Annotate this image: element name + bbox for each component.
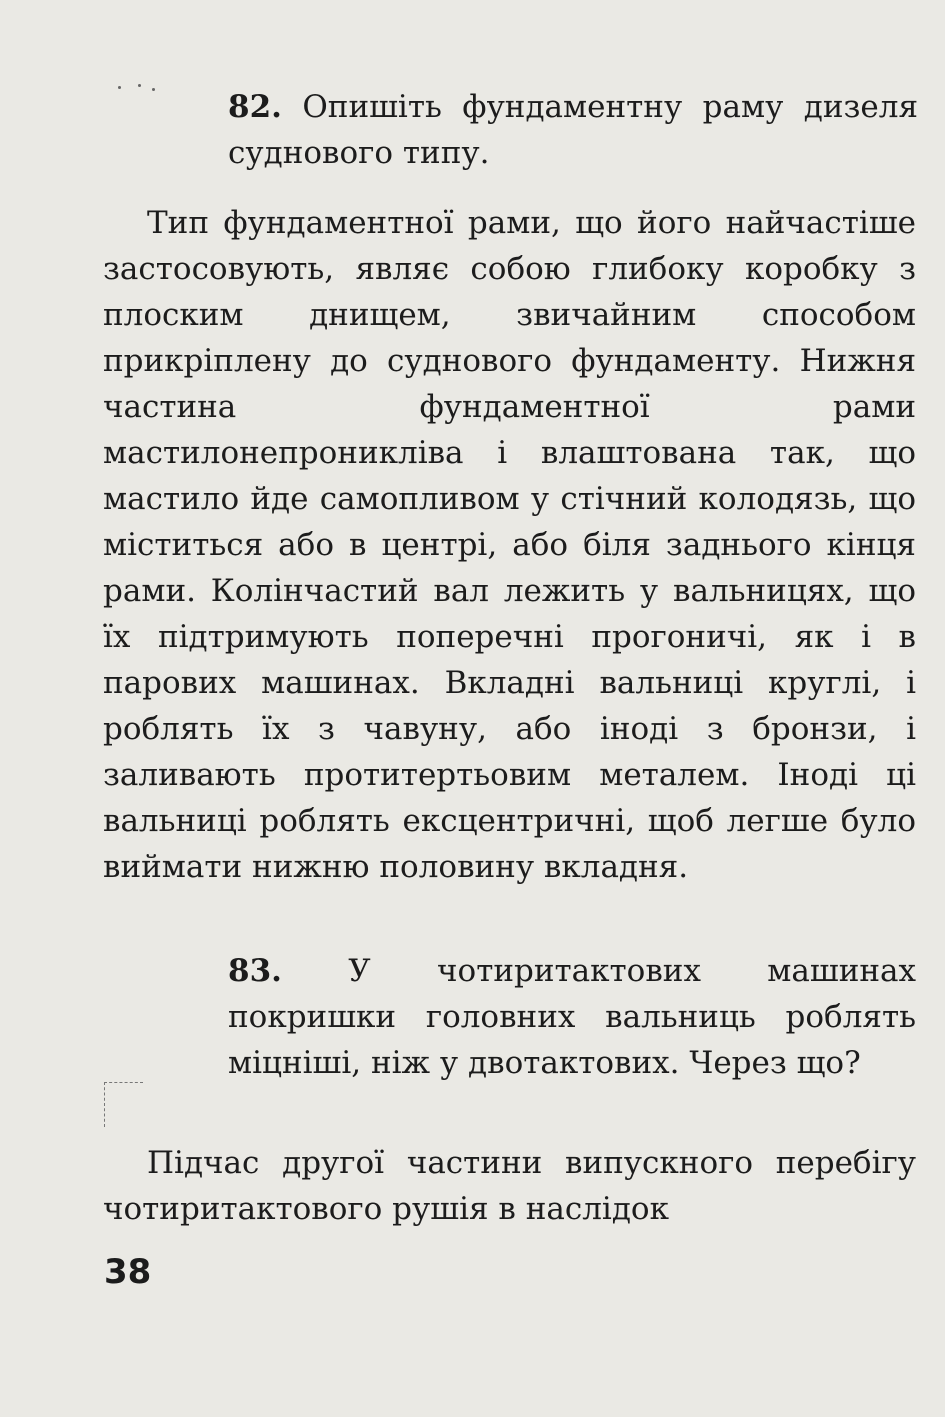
question-number: 83.	[228, 953, 282, 989]
question-number: 82.	[228, 89, 282, 125]
answer-82: Тип фундаментної рами, що його найчастіше застосовують, являє собою глибоку коробку з плоским днищем, звичайним способом прикріплену до суднового фундаменту. Нижня частина фундаментної рами мастилонепроникліва і влаштована так, що мастило йде самопливом у стічний колодязь, що міститься або в центрі, або біля заднього кінця рами. Колінчастий вал лежить у вальницях, що їх підтримують поперечні прогоничі, як і в парових машинах. Вкладні вальниці круглі, і роблять їх з чавуну, або іноді з бронзи, і заливають протитертьовим металем. Іноді ці вальниці роблять ексцентричні, щоб легше було виймати нижню половину вкладня.	[103, 205, 916, 885]
question-text: У чотиритактових машинах покришки головних вальниць роблять міцніші, ніж у двотактових. Через що?	[228, 953, 916, 1081]
answer-83: Підчас другої частини випускного перебігу чотиритактового рушія в наслідок	[103, 1145, 916, 1227]
margin-bracket-mark	[104, 1082, 143, 1127]
question-83	[228, 948, 916, 1086]
ink-specks	[118, 84, 178, 90]
question-82	[228, 84, 918, 176]
question-text: Опишіть фундаментну раму дизеля суднового типу.	[228, 89, 918, 171]
page-number: 38	[104, 1252, 152, 1292]
